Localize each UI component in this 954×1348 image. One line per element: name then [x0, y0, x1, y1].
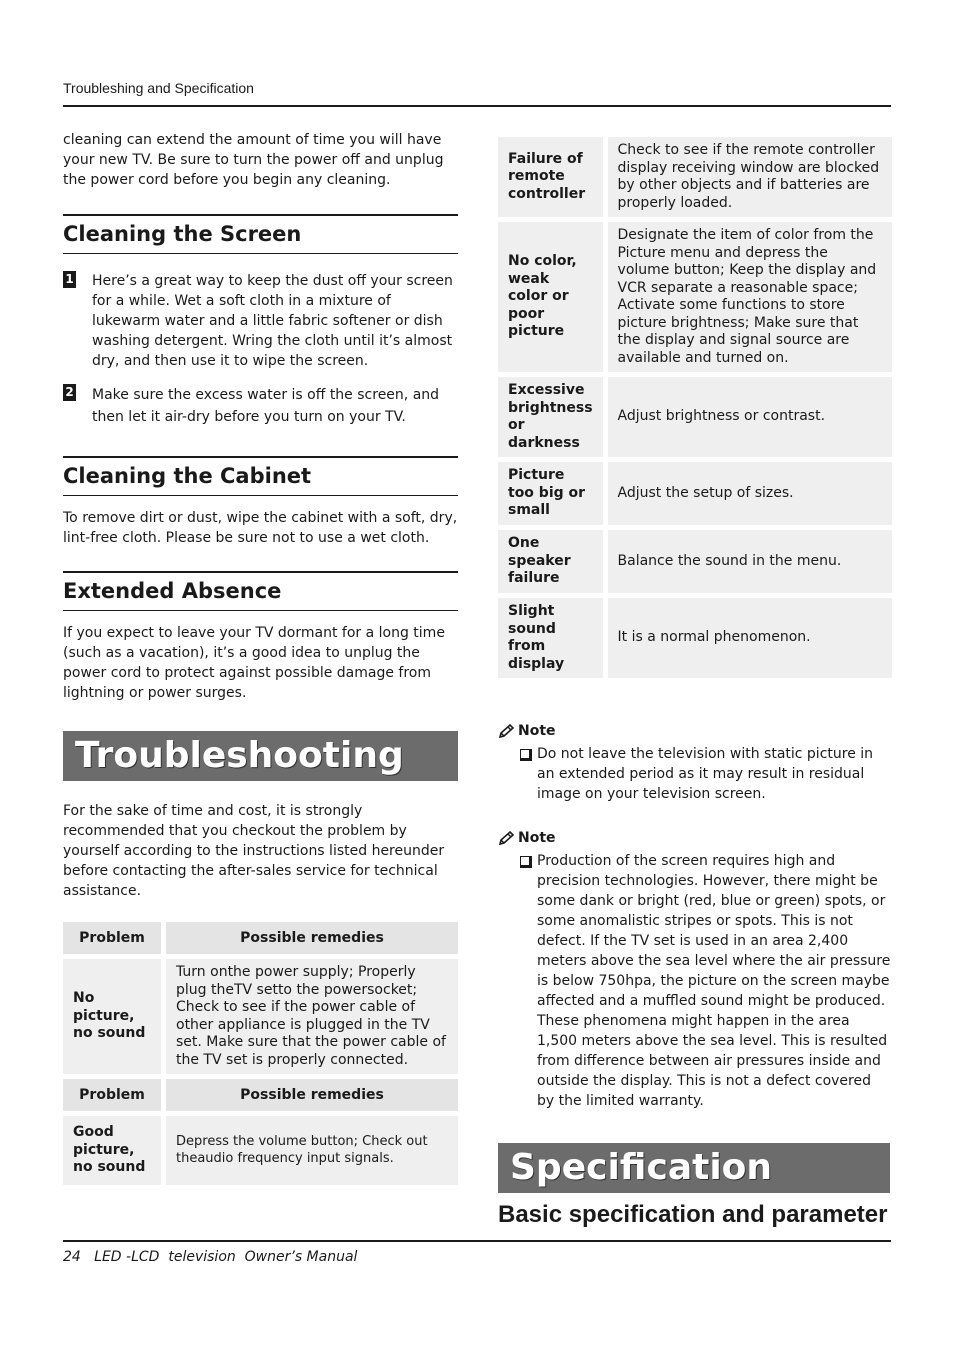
remedy-cell: It is a normal phenomenon.	[608, 598, 892, 678]
intro-paragraph: cleaning can extend the amount of time you will have your new TV. Be sure to turn the power off and unplug the power cord before you begin any cleaning.	[63, 132, 444, 188]
note-label: Note	[518, 830, 556, 846]
footer-rule	[63, 1240, 891, 1242]
cleaning-screen-title: Cleaning the Screen	[63, 214, 458, 254]
checkbox-bullet-icon	[520, 856, 530, 866]
table-row	[63, 1116, 458, 1185]
running-header: Troubleshing and Specification	[63, 80, 254, 96]
page-footer: 24 LED -LCD television Owner’s Manual	[63, 1249, 358, 1265]
header-remedies: Possible remedies	[166, 1079, 458, 1111]
table-row	[498, 530, 892, 593]
table-row	[498, 222, 892, 372]
table-row	[498, 377, 892, 457]
problem-cell: No picture, no sound	[63, 959, 161, 1074]
cleaning-cabinet-title: Cleaning the Cabinet	[63, 456, 458, 496]
step-text: Here’s a great way to keep the dust off your screen for a while. Wet a soft cloth in a mixture of lukewarm water and a little fabric softener or dish washing detergent. Wring the cloth until it’s almost dry, and then use it to wipe the screen.	[92, 273, 453, 369]
header-remedies: Possible remedies	[166, 922, 458, 954]
left-column	[63, 128, 458, 1190]
remedy-cell: Adjust the setup of sizes.	[608, 462, 892, 525]
header-problem: Problem	[63, 922, 161, 954]
problem-cell: Excessive brightness or darkness	[498, 377, 603, 457]
troubleshooting-intro: For the sake of time and cost, it is strongly recommended that you checkout the problem by yourself according to the instructions listed hereunder before contacting the after-sales service for technical assistance.	[63, 803, 445, 899]
pencil-icon	[498, 831, 515, 846]
step-text: Make sure the excess water is off the screen, and then let it air-dry before you turn on your TV.	[92, 387, 440, 425]
spec-subheading: Basic specification and parameter	[498, 1201, 888, 1228]
troubleshooting-table-left	[58, 917, 463, 1190]
remedy-cell: Turn onthe power supply; Properly plug theTV setto the powersocket; Check to see if the power cable of other appliance is plugged in the TV set. Make sure that the power cable of the TV set is properly connected.	[166, 959, 458, 1074]
problem-cell: One speaker failure	[498, 530, 603, 593]
note-block	[498, 830, 892, 1111]
problem-cell: Failure of remote controller	[498, 137, 603, 217]
remedy-cell: Designate the item of color from the Picture menu and depress the volume button; Keep the display and VCR separate a reasonable space; Activate some functions to store picture brightness; Make sure that the display and signal source are available and turned on.	[608, 222, 892, 372]
note-heading	[498, 830, 892, 846]
checkbox-bullet-icon	[520, 749, 530, 759]
table-header-row	[63, 922, 458, 954]
specification-banner: Specification	[498, 1143, 890, 1193]
problem-cell: No color, weak color or poor picture	[498, 222, 603, 372]
header-rule	[63, 105, 891, 107]
troubleshooting-banner: Troubleshooting	[63, 731, 458, 781]
remedy-cell: Depress the volume button; Check out theaudio frequency input signals.	[166, 1116, 458, 1185]
note-text: Production of the screen requires high and precision technologies. However, there might be some dank or bright (red, blue or green) spots, or some anomalistic stripes or spots. This is not defect. If the TV set is used in an area 2,400 meters above the sea level where the air pressure is below 750hpa, the picture on the screen maybe affected and a muffled sound might be produced. These phenomena might happen in the area 1,500 meters above the sea level. This is resulted from difference between air pressures inside and outside the display. This is not a defect covered by the limited warranty.	[537, 853, 891, 1109]
troubleshooting-table-right	[493, 132, 897, 683]
step-number: 1	[63, 271, 76, 288]
problem-cell: Slight sound from display	[498, 598, 603, 678]
remedy-cell: Adjust brightness or contrast.	[608, 377, 892, 457]
table-header-row	[63, 1079, 458, 1111]
step-item	[63, 384, 458, 428]
table-row	[498, 137, 892, 217]
header-problem: Problem	[63, 1079, 161, 1111]
table-row	[63, 959, 458, 1074]
step-item	[63, 271, 458, 371]
note-item	[498, 851, 892, 1111]
table-row	[498, 462, 892, 525]
cleaning-cabinet-text: To remove dirt or dust, wipe the cabinet with a soft, dry, lint-free cloth. Please be sure not to use a wet cloth.	[63, 510, 458, 546]
note-heading	[498, 723, 892, 739]
problem-cell: Picture too big or small	[498, 462, 603, 525]
step-number: 2	[63, 384, 76, 401]
remedy-cell: Balance the sound in the menu.	[608, 530, 892, 593]
remedy-cell: Check to see if the remote controller display receiving window are blocked by other objects and if batteries are properly loaded.	[608, 137, 892, 217]
note-label: Note	[518, 723, 556, 739]
extended-absence-title: Extended Absence	[63, 571, 458, 611]
note-block	[498, 723, 892, 804]
extended-absence-text: If you expect to leave your TV dormant for a long time (such as a vacation), it’s a good idea to unplug the power cord to protect against possible damage from lightning or power surges.	[63, 625, 445, 701]
table-row	[498, 598, 892, 678]
problem-cell: Good picture, no sound	[63, 1116, 161, 1185]
note-text: Do not leave the television with static picture in an extended period as it may result in residual image on your television screen.	[537, 746, 874, 802]
right-column	[498, 137, 892, 1229]
pencil-icon	[498, 724, 515, 739]
note-item	[498, 744, 892, 804]
